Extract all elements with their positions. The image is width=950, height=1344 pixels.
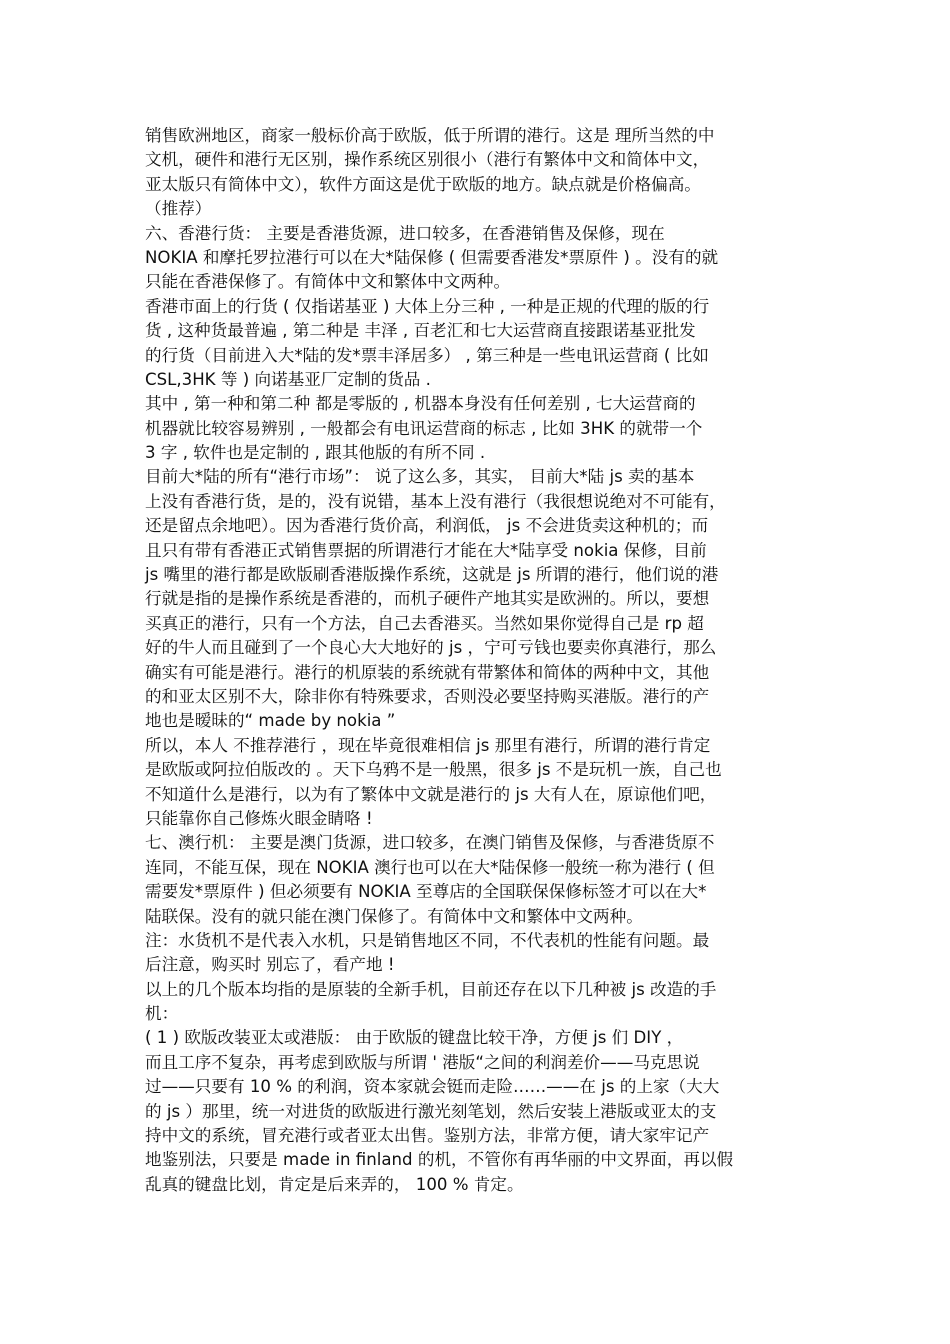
text-line: 买真正的港行，只有一个方法，自己去香港买。当然如果你觉得自己是 rp 超 (145, 613, 704, 633)
text-line: 行就是指的是操作系统是香港的，而机子硬件产地其实是欧洲的。所以，要想 (145, 589, 710, 609)
text-line: 而且工序不复杂，再考虑到欧版与所谓 ' 港版“之间的利润差价——马克思说 (145, 1052, 700, 1072)
text-line: 乱真的键盘比划，肯定是后来弄的， 100 % 肯定。 (145, 1174, 524, 1194)
note-line: 注：水货机不是代表入水机，只是销售地区不同，不代表机的性能有问题。最 (145, 930, 710, 950)
text-line: （推荐） (145, 199, 212, 219)
text-line: 后注意，购买时 别忘了，看产地 ! (145, 955, 395, 975)
text-line: 地鉴别法，只要是 made in finland 的机，不管你有再华丽的中文界面，再以假 (145, 1150, 734, 1170)
text-line: 只能靠你自己修炼火眼金睛咯 ! (145, 808, 373, 828)
text-line: 只能在香港保修了。有简体中文和繁体中文两种。 (145, 272, 511, 292)
text-line: 的 js ）那里，统一对进货的欧版进行激光刻笔划，然后安装上港版或亚太的支 (145, 1101, 717, 1121)
text-line: 亚太版只有简体中文），软件方面这是优于欧版的地方。缺点就是价格偏高。 (145, 174, 701, 194)
text-line: 以上的几个版本均指的是原装的全新手机，目前还存在以下几种被 js 改造的手 (145, 979, 717, 999)
text-line: 上没有香港行货，是的，没有说错，基本上没有港行（我很想说绝对不可能有， (145, 491, 726, 511)
text-line: 的和亚太区别不大，除非你有特殊要求，否则没必要坚持购买港版。港行的产 (145, 686, 710, 706)
text-line: 所以，本人 不推荐港行 ，现在毕竟很难相信 js 那里有港行，所谓的港行肯定 (145, 735, 711, 755)
text-line: 货 , 这种货最普遍 , 第二种是 丰泽 , 百老汇和七大运营商直接跟诺基亚批发 (145, 321, 696, 341)
text-line: 不知道什么是港行，以为有了繁体中文就是港行的 js 大有人在，原谅他们吧， (145, 784, 717, 804)
text-line: 持中文的系统，冒充港行或者亚太出售。鉴别方法，非常方便，请大家牢记产 (145, 1126, 710, 1146)
document-page (145, 124, 807, 1197)
text-line: 好的牛人而且碰到了一个良心大大地好的 js ，宁可亏钱也要卖你真港行，那么 (145, 638, 717, 658)
text-line: 3 字 , 软件也是定制的 , 跟其他版的有所不同 . (145, 443, 486, 463)
text-line: 的行货（目前进入大*陆的发*票丰泽居多） , 第三种是一些电讯运营商 ( 比如 (145, 345, 709, 365)
text-line: 且只有带有香港正式销售票据的所谓港行才能在大*陆享受 nokia 保修，目前 (145, 540, 707, 560)
text-line: 地也是暧昧的“ made by nokia ” (145, 711, 396, 731)
text-line: CSL,3HK 等 ) 向诺基亚厂定制的货品 . (145, 369, 431, 389)
text-line: 机器就比较容易辨别 , 一般都会有电讯运营商的标志 , 比如 3HK 的就带一个 (145, 418, 703, 438)
text-line: 文机，硬件和港行无区别，操作系统区别很小（港行有繁体中文和简体中文， (145, 150, 710, 170)
text-line: 机： (145, 1004, 179, 1024)
text-line: 销售欧洲地区，商家一般标价高于欧版，低于所谓的港行。这是 理所当然的中 (145, 126, 715, 145)
list-item-line: ( 1 ) 欧版改装亚太或港版： 由于欧版的键盘比较干净，方便 js 们 DIY ， (145, 1028, 684, 1048)
text-line: 其中 , 第一种和第二种 都是零版的 , 机器本身没有任何差别 , 七大运营商的 (145, 394, 696, 414)
text-line: 需要发*票原件 ) 但必须要有 NOKIA 至尊店的全国联保保修标签才可以在大* (145, 882, 707, 902)
text-line: 是欧版或阿拉伯版改的 。天下乌鸦不是一般黑，很多 js 不是玩机一族，自己也 (145, 760, 722, 780)
text-line: 陆联保。没有的就只能在澳门保修了。有简体中文和繁体中文两种。 (145, 906, 643, 926)
text-line: NOKIA 和摩托罗拉港行可以在大*陆保修 ( 但需要香港发*票原件 ) 。没有的就 (145, 247, 719, 267)
text-line: 连同，不能互保，现在 NOKIA 澳行也可以在大*陆保修一般统一称为港行 ( 但 (145, 857, 715, 877)
text-line: 还是留点余地吧）。因为香港行货价高，利润低， js 不会进货卖这种机的；而 (145, 516, 709, 536)
section-heading-line: 目前大*陆的所有“港行市场”： 说了这么多，其实， 目前大*陆 js 卖的基本 (145, 467, 695, 487)
section-heading-line: 六、香港行货： 主要是香港货源，进口较多，在香港销售及保修，现在 (145, 223, 665, 243)
text-line: 过——只要有 10 % 的利润，资本家就会铤而走险……——在 js 的上家（大大 (145, 1077, 720, 1097)
text-line: js 嘴里的港行都是欧版刷香港版操作系统，这就是 js 所谓的港行，他们说的港 (145, 565, 719, 585)
text-line: 确实有可能是港行。港行的机原装的系统就有带繁体和简体的两种中文，其他 (145, 662, 710, 682)
text-line: 香港市面上的行货 ( 仅指诺基亚 ) 大体上分三种 , 一种是正规的代理的版的行 (145, 296, 710, 316)
section-heading-line: 七、澳行机： 主要是澳门货源，进口较多，在澳门销售及保修，与香港货原不 (145, 833, 715, 853)
